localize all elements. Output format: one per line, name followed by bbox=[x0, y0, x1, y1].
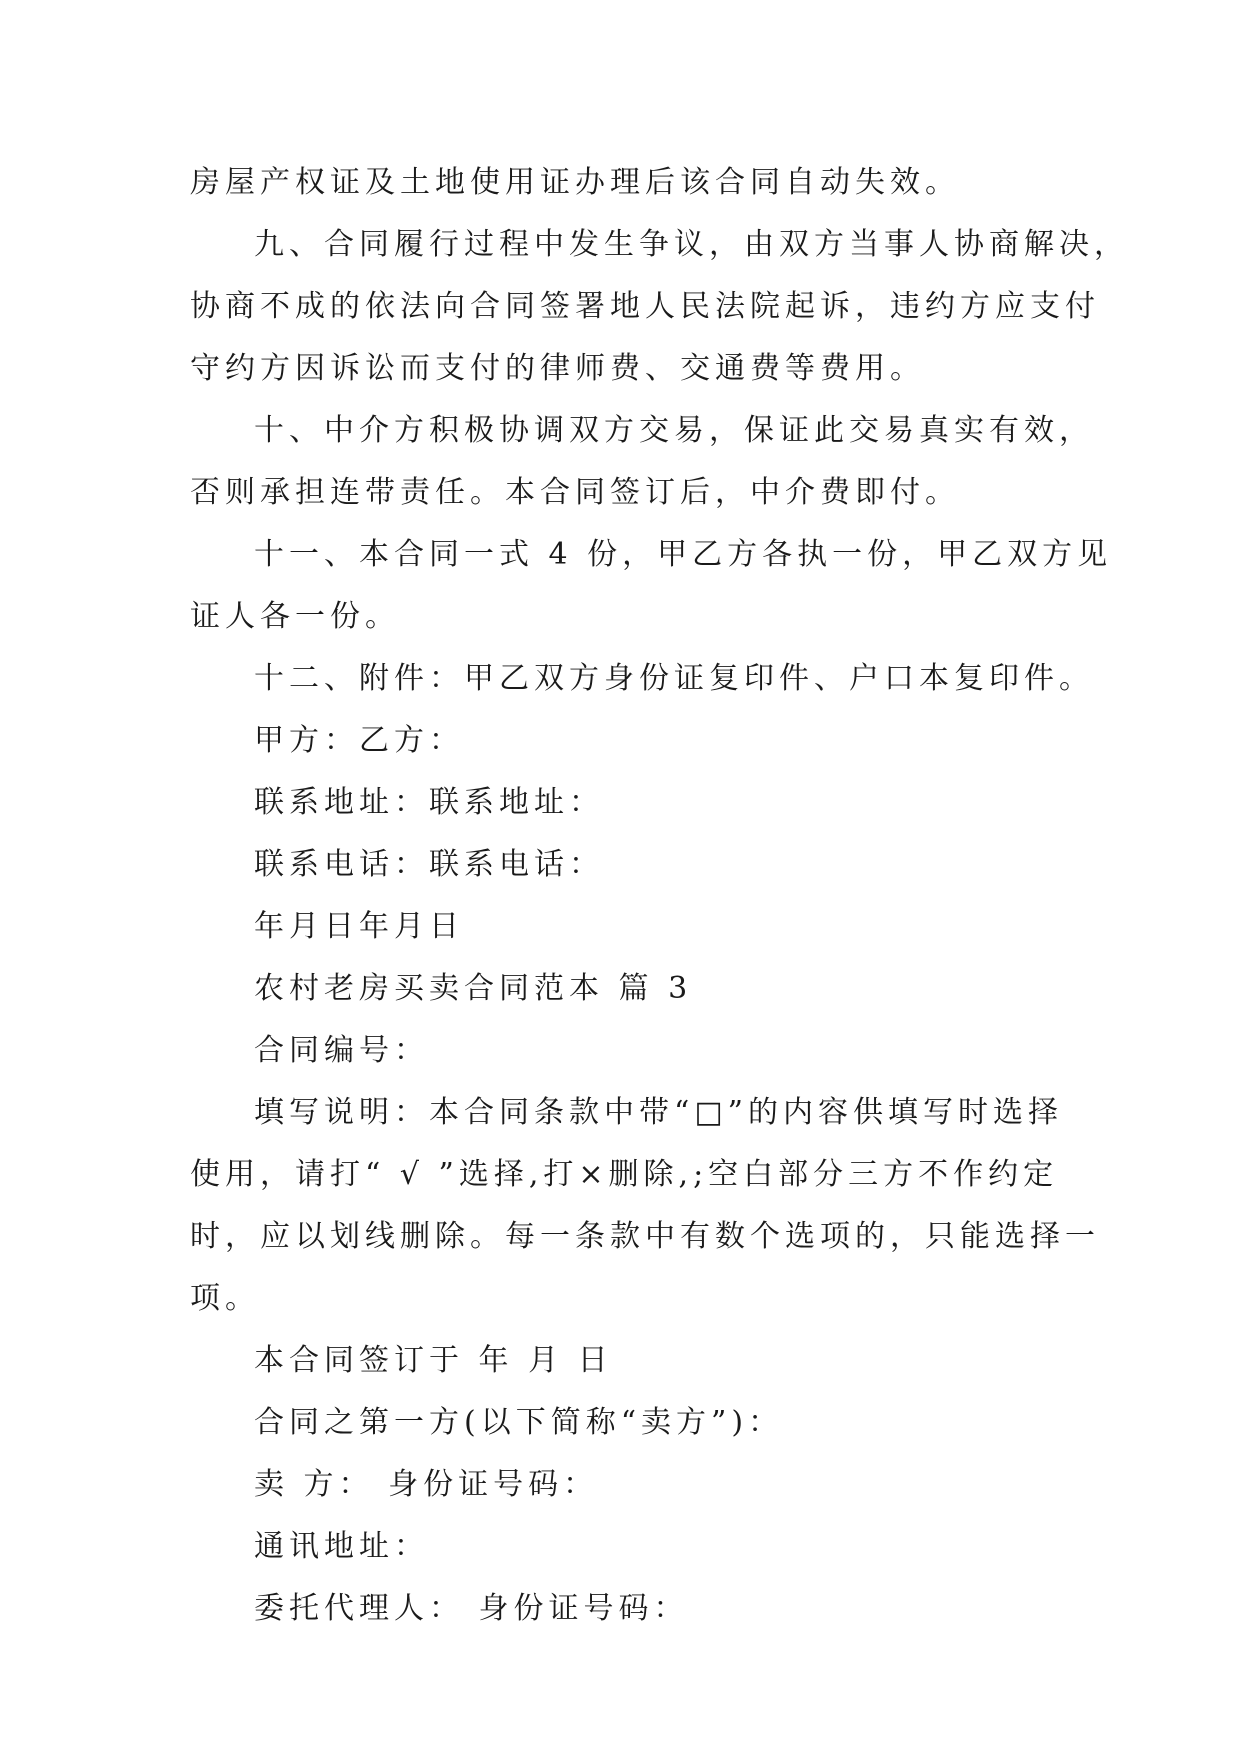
text-line: 合同之第一方(以下简称“卖方”)： bbox=[254, 1405, 784, 1440]
text-line: 九、合同履行过程中发生争议，由双方当事人协商解决， bbox=[254, 227, 1129, 262]
text-line: 房屋产权证及土地使用证办理后该合同自动失效。 bbox=[190, 165, 960, 200]
text-line: 年月日年月日 bbox=[254, 909, 464, 944]
text-line: 通讯地址： bbox=[254, 1529, 429, 1564]
text-line: 时，应以划线删除。每一条款中有数个选项的，只能选择一 bbox=[190, 1219, 1100, 1254]
text-line: 合同编号： bbox=[254, 1033, 429, 1068]
text-line: 委托代理人： 身份证号码： bbox=[254, 1591, 689, 1626]
text-line: 本合同签订于 年 月 日 bbox=[254, 1343, 613, 1378]
text-line: 联系地址：联系地址： bbox=[254, 785, 604, 820]
section-heading: 农村老房买卖合同范本 篇 3 bbox=[254, 971, 693, 1006]
text-line: 十二、附件：甲乙双方身份证复印件、户口本复印件。 bbox=[254, 661, 1094, 696]
text-line: 填写说明：本合同条款中带“□”的内容供填写时选择 bbox=[254, 1095, 1064, 1130]
text-line: 甲方：乙方： bbox=[254, 723, 464, 758]
text-line: 守约方因诉讼而支付的律师费、交通费等费用。 bbox=[190, 351, 925, 386]
text-line: 证人各一份。 bbox=[190, 599, 400, 634]
text-line: 卖 方： 身份证号码： bbox=[254, 1467, 599, 1502]
text-line: 协商不成的依法向合同签署地人民法院起诉，违约方应支付 bbox=[190, 289, 1100, 324]
text-line: 联系电话：联系电话： bbox=[254, 847, 604, 882]
text-line: 十、中介方积极协调双方交易，保证此交易真实有效， bbox=[254, 413, 1094, 448]
text-line: 否则承担连带责任。本合同签订后，中介费即付。 bbox=[190, 475, 960, 510]
document-body bbox=[190, 152, 1129, 1640]
text-line: 使用，请打“ √ ”选择,打×删除,;空白部分三方不作约定 bbox=[190, 1157, 1059, 1192]
text-line: 十一、本合同一式 4 份，甲乙方各执一份，甲乙双方见 bbox=[254, 537, 1113, 572]
text-line: 项。 bbox=[190, 1281, 260, 1316]
